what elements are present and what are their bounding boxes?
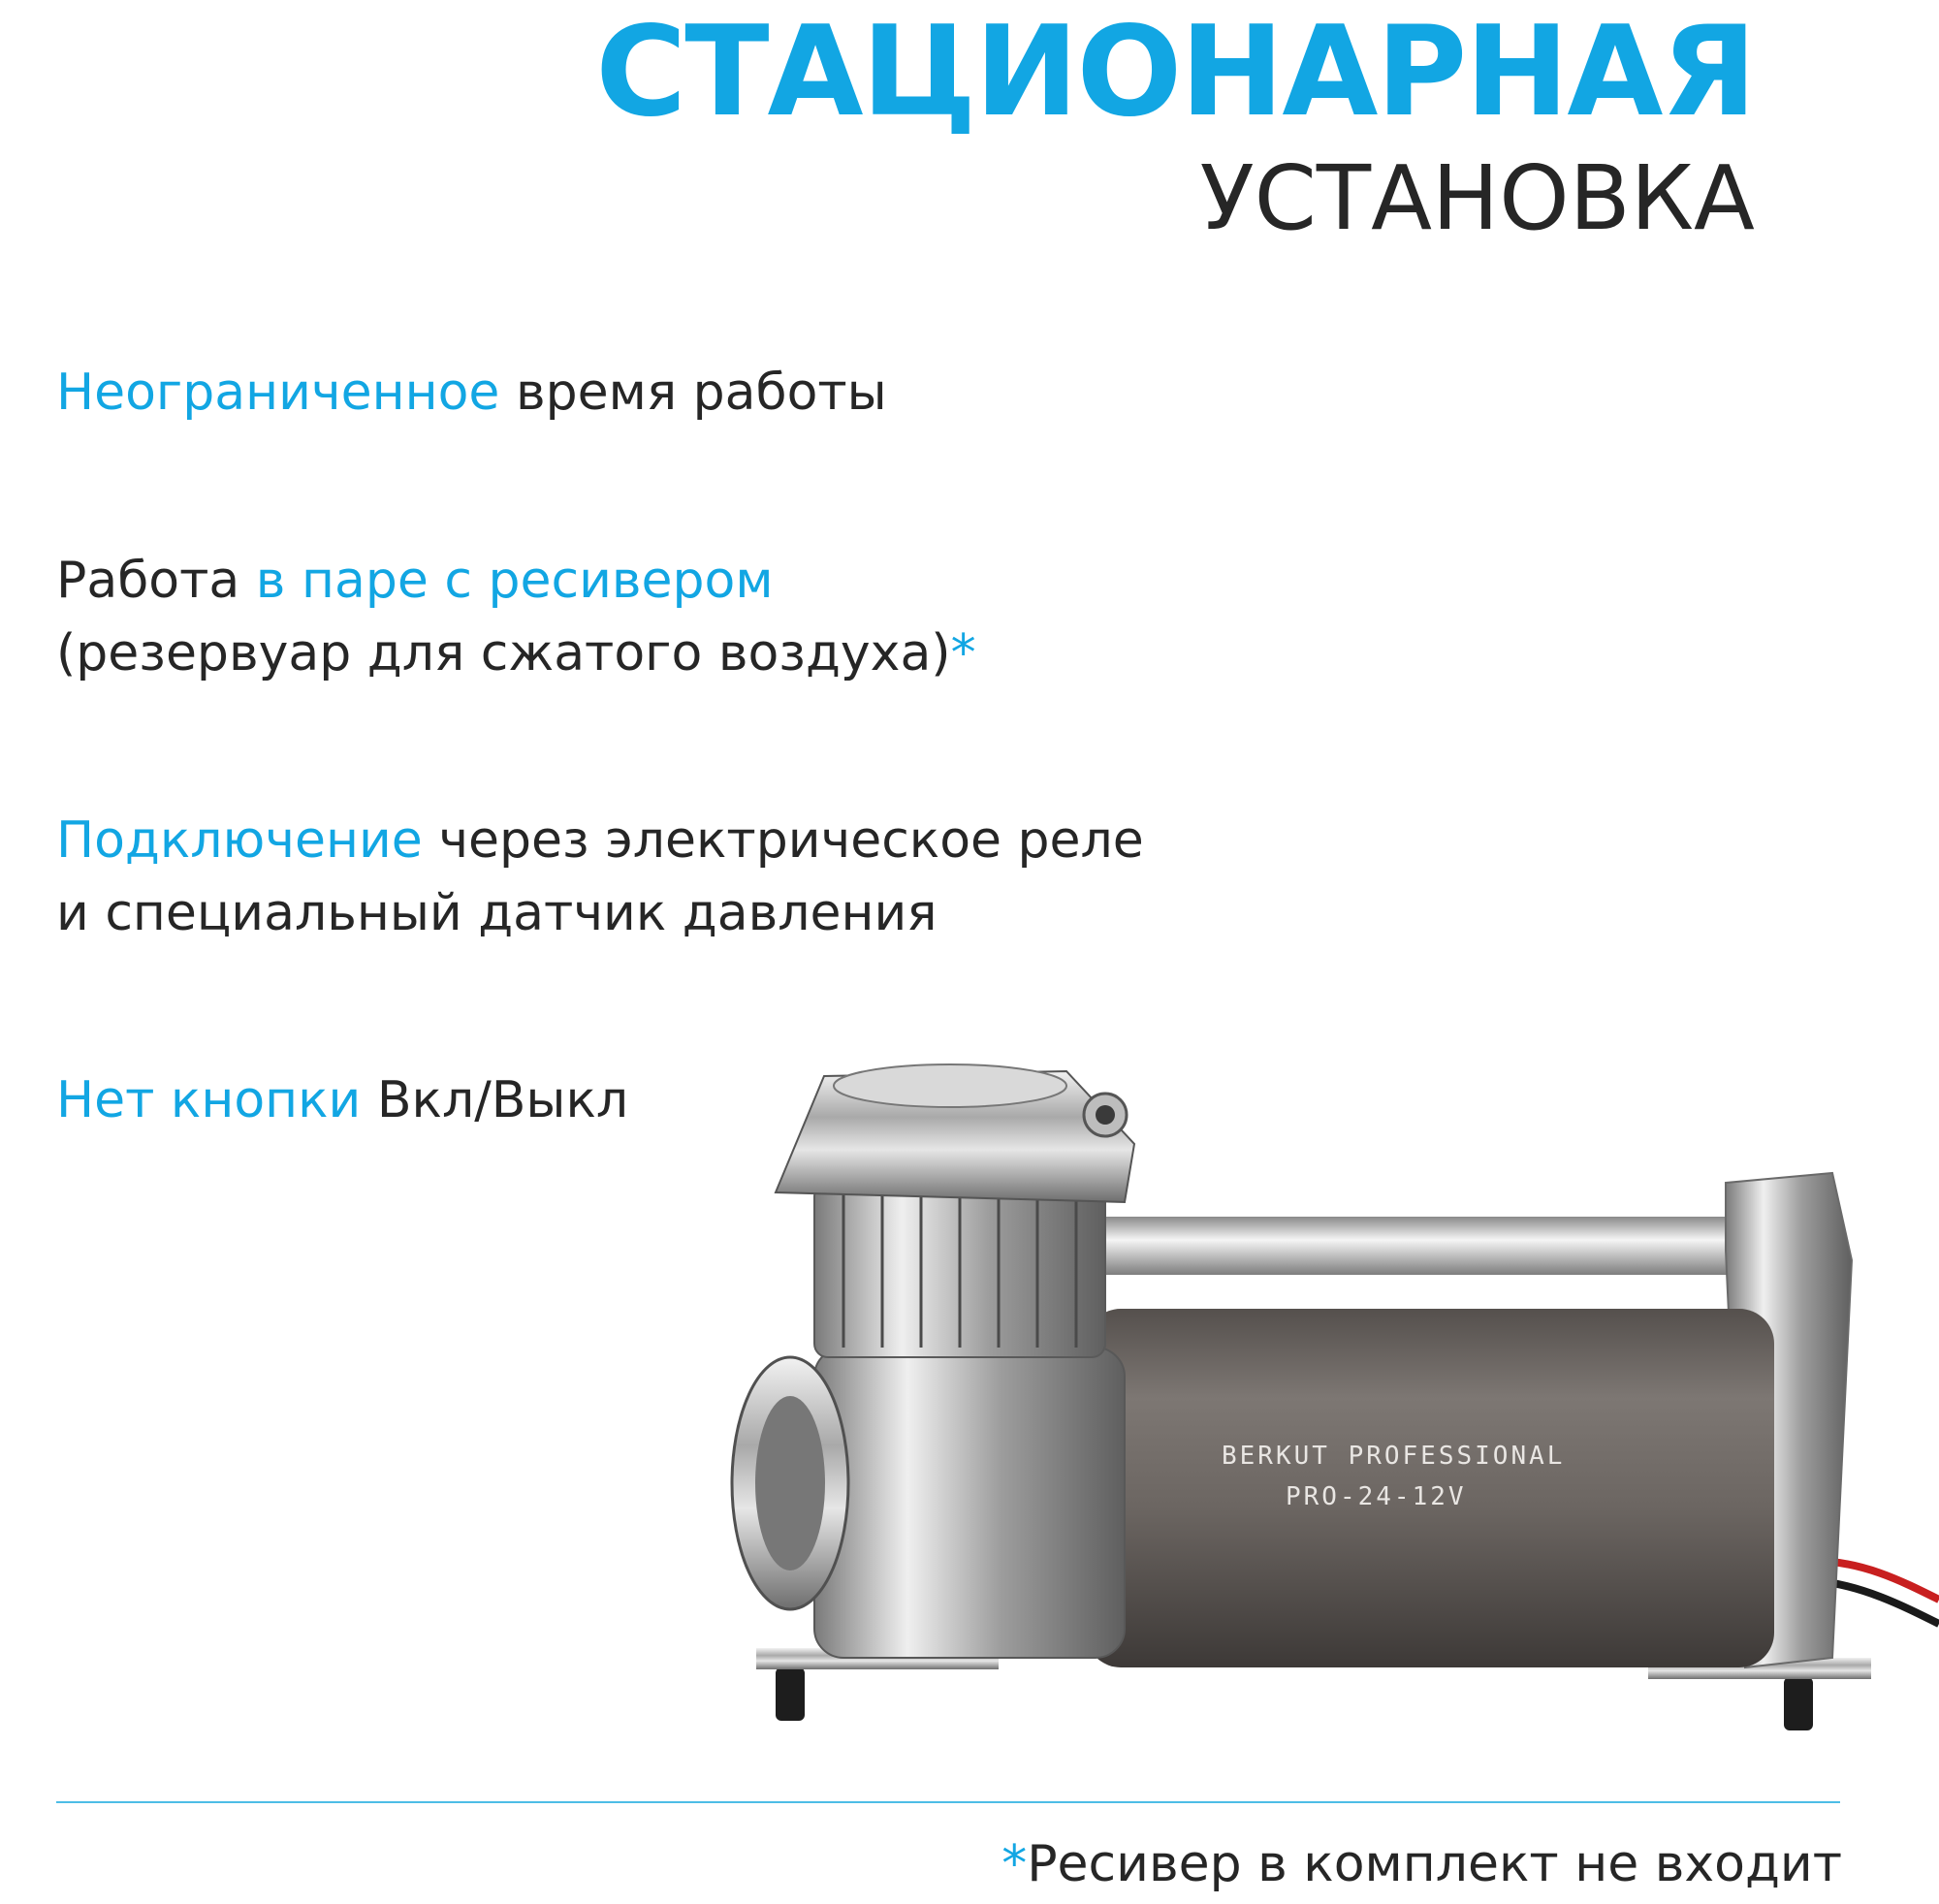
feature-text-line2: и специальный датчик давления xyxy=(56,884,938,942)
feature-text: время работы xyxy=(499,364,887,422)
footnote xyxy=(1001,1830,1842,1898)
footer-divider xyxy=(56,1801,1840,1803)
feature-no-power-button xyxy=(56,1064,628,1137)
feature-unlimited-runtime xyxy=(56,357,887,429)
feature-accent: Подключение xyxy=(56,811,423,870)
feature-accent: Неограниченное xyxy=(56,364,500,422)
footnote-asterisk: * xyxy=(1001,1835,1028,1893)
feature-accent: в паре с ресивером xyxy=(255,552,774,610)
product-brand-label: BERKUT PROFESSIONAL xyxy=(1222,1442,1566,1471)
feature-accent: Нет кнопки xyxy=(56,1071,362,1129)
feature-text: через электрическое реле xyxy=(422,811,1144,870)
feature-text-line2: (резервуар для сжатого воздуха) xyxy=(56,624,951,682)
feature-receiver-pairing xyxy=(56,545,976,690)
page-subtitle: УСТАНОВКА xyxy=(1199,146,1755,250)
product-model-label: PRO-24-12V xyxy=(1286,1482,1467,1511)
footnote-text: Ресивер в комплект не входит xyxy=(1027,1835,1842,1893)
feature-text: Вкл/Выкл xyxy=(361,1071,629,1129)
page-title: СТАЦИОНАРНАЯ xyxy=(595,0,1755,144)
feature-asterisk: * xyxy=(950,624,976,682)
feature-lead: Работа xyxy=(56,552,256,610)
feature-relay-connection xyxy=(56,805,1144,950)
compressor-image xyxy=(717,1057,1939,1764)
